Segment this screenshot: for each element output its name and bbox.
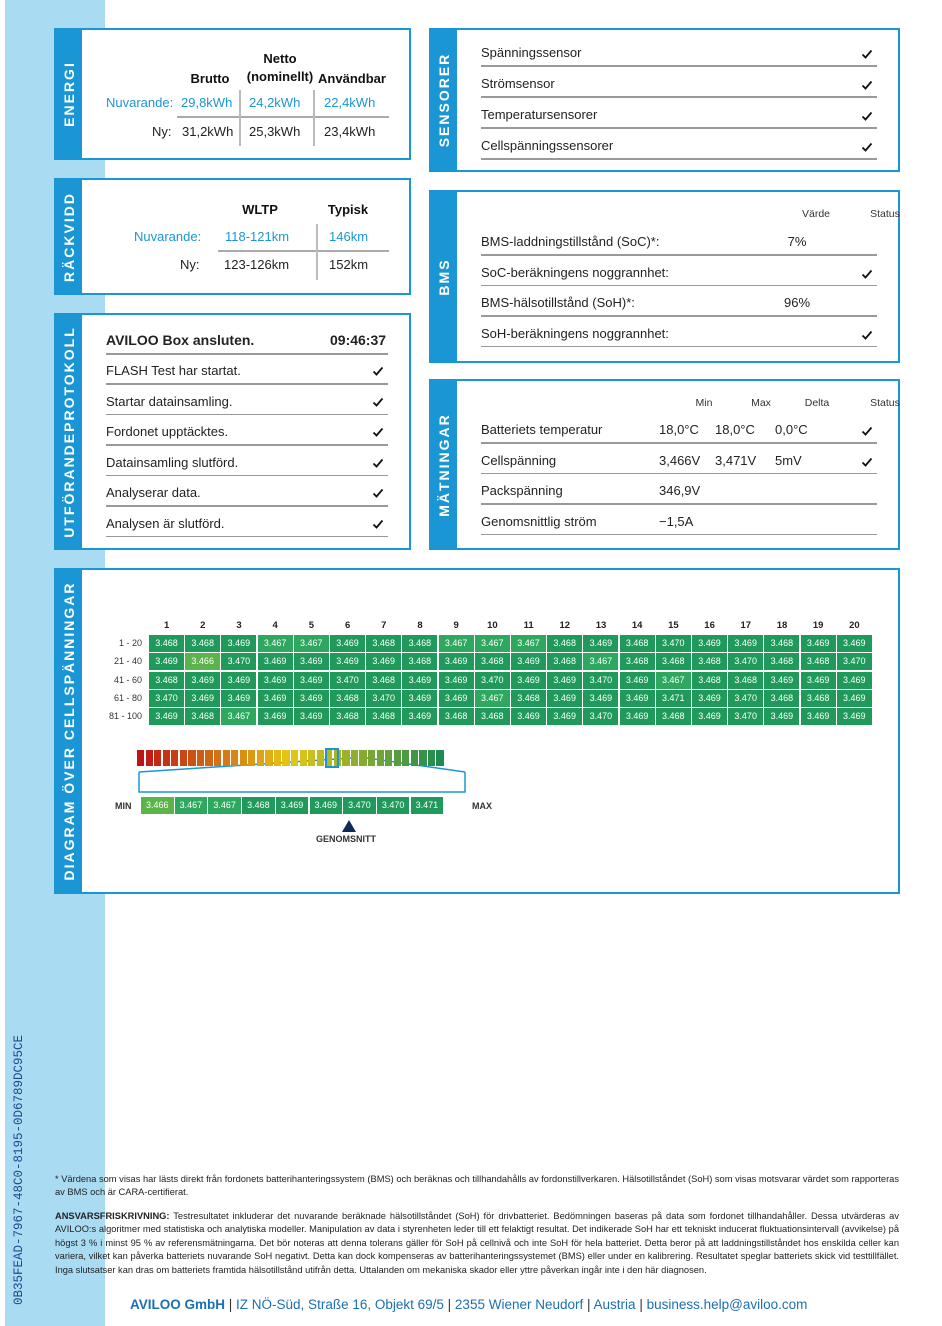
check-icon — [372, 365, 384, 377]
voltage-cell: 3.469 — [149, 708, 184, 725]
voltage-cell: 3.469 — [692, 635, 727, 652]
divider — [106, 536, 388, 538]
check-icon — [861, 141, 873, 153]
voltage-cell: 3.469 — [294, 708, 329, 725]
scale-swatch — [274, 750, 281, 766]
sensor-item: Strömsensor — [481, 76, 555, 91]
scale-swatch — [223, 750, 230, 766]
footer-company: AVILOO GmbH — [130, 1297, 226, 1312]
col-number: 15 — [668, 620, 679, 631]
voltage-cell: 3.468 — [511, 690, 546, 707]
voltage-cell: 3.469 — [837, 635, 872, 652]
check-icon — [861, 456, 873, 468]
col-number: 7 — [381, 620, 387, 631]
bms-card — [429, 190, 900, 363]
disclaimer-title: ANSVARSFRISKRIVNING: — [55, 1211, 170, 1221]
voltage-cell: 3.469 — [258, 690, 293, 707]
voltage-cell: 3.467 — [656, 672, 691, 689]
voltage-cell: 3.468 — [402, 653, 437, 670]
voltage-cell: 3.470 — [728, 690, 763, 707]
voltage-cell: 3.468 — [620, 653, 655, 670]
col-typisk: Typisk — [327, 202, 369, 217]
protokoll-step: Fordonet upptäcktes. — [106, 424, 229, 439]
scale-swatch — [257, 750, 264, 766]
protokoll-step: Analysen är slutförd. — [106, 515, 225, 531]
scale-swatch — [265, 750, 272, 766]
protokoll-time: 09:46:37 — [330, 332, 387, 348]
voltage-cell: 3.470 — [221, 653, 256, 670]
voltage-cell: 3.470 — [583, 672, 618, 689]
energi-new-label: Ny: — [152, 124, 172, 139]
scale-cell: 3.467 — [175, 797, 208, 814]
energi-card — [54, 28, 411, 160]
scale-swatch — [359, 750, 366, 766]
voltage-cell: 3.468 — [801, 653, 836, 670]
voltage-cell: 3.469 — [764, 672, 799, 689]
scale-swatch — [368, 750, 375, 766]
energi-cur-label: Nuvarande: — [106, 95, 174, 110]
scale-swatch — [180, 750, 187, 766]
voltage-cell: 3.469 — [692, 690, 727, 707]
scale-connector — [82, 570, 902, 890]
scale-cell: 3.467 — [208, 797, 241, 814]
voltage-cell: 3.467 — [258, 635, 293, 652]
voltage-cell: 3.469 — [294, 653, 329, 670]
col-brutto: Brutto — [190, 71, 230, 86]
matningar-title: MÄTNINGAR — [436, 412, 452, 517]
bms-row-label: BMS-laddningstillstånd (SoC)*: — [481, 234, 660, 249]
voltage-cell: 3.469 — [511, 708, 546, 725]
col-number: 10 — [487, 620, 498, 631]
voltage-cell: 3.468 — [692, 672, 727, 689]
voltage-cell: 3.468 — [185, 708, 220, 725]
row-label: 1 - 20 — [118, 638, 142, 648]
matningar-tab — [431, 381, 457, 548]
footer-email[interactable]: business.help@aviloo.com — [646, 1297, 808, 1312]
divider — [481, 534, 877, 536]
mat-row-min: −1,5A — [659, 513, 694, 529]
voltage-cell: 3.470 — [149, 690, 184, 707]
voltage-cell: 3.468 — [475, 708, 510, 725]
check-icon — [861, 329, 873, 341]
scale-swatch — [342, 750, 349, 766]
sensor-item: Spänningssensor — [481, 45, 582, 60]
voltage-cell: 3.469 — [330, 653, 365, 670]
scale-swatch — [402, 750, 409, 766]
voltage-cell: 3.469 — [547, 672, 582, 689]
voltage-cell: 3.468 — [692, 653, 727, 670]
divider — [481, 65, 877, 67]
voltage-cell: 3.469 — [366, 653, 401, 670]
voltage-cell: 3.469 — [583, 635, 618, 652]
voltage-cell: 3.468 — [547, 635, 582, 652]
voltage-cell: 3.469 — [439, 653, 474, 670]
check-icon — [861, 110, 873, 122]
avg-marker-icon — [342, 820, 356, 832]
voltage-cell: 3.469 — [692, 708, 727, 725]
scale-swatch — [137, 750, 144, 766]
voltage-cell: 3.468 — [764, 653, 799, 670]
rackvidd-new-label: Ny: — [180, 257, 200, 272]
rackvidd-card — [54, 178, 411, 295]
mat-row-min: 3,466V — [659, 452, 701, 468]
voltage-cell: 3.469 — [439, 690, 474, 707]
scale-swatch — [428, 750, 435, 766]
rackvidd-cur-label: Nuvarande: — [134, 229, 202, 244]
voltage-cell: 3.468 — [620, 635, 655, 652]
voltage-cell: 3.467 — [294, 635, 329, 652]
check-icon — [372, 457, 384, 469]
max-label: MAX — [472, 801, 492, 811]
voltage-cell: 3.469 — [728, 635, 763, 652]
bms-title: BMS — [436, 257, 452, 296]
energi-cur-brutto: 29,8kWh — [181, 95, 233, 110]
voltage-cell: 3.467 — [583, 653, 618, 670]
divider — [481, 315, 877, 317]
scale-cell: 3.468 — [242, 797, 275, 814]
protokoll-step: Analyserar data. — [106, 485, 201, 500]
voltage-cell: 3.468 — [149, 635, 184, 652]
protokoll-title: UTFÖRANDEPROTOKOLL — [61, 325, 77, 538]
voltage-cell: 3.469 — [620, 672, 655, 689]
col-number: 16 — [704, 620, 715, 631]
divider — [481, 285, 877, 287]
bms-row-label: SoC-beräkningens noggrannhet: — [481, 264, 669, 280]
voltage-cell: 3.469 — [511, 653, 546, 670]
voltage-cell: 3.468 — [547, 653, 582, 670]
mat-row-min: 346,9V — [659, 483, 701, 498]
col-number: 4 — [272, 620, 278, 631]
voltage-cell: 3.467 — [511, 635, 546, 652]
rackvidd-tab — [56, 180, 82, 293]
col-number: 11 — [523, 620, 534, 631]
scale-cell: 3.469 — [310, 797, 343, 814]
voltage-cell: 3.469 — [511, 672, 546, 689]
voltage-cell: 3.470 — [656, 635, 691, 652]
voltage-cell: 3.468 — [402, 635, 437, 652]
divider — [106, 414, 388, 416]
voltage-cell: 3.469 — [221, 635, 256, 652]
bms-col-value: Värde — [801, 208, 831, 220]
voltage-cell: 3.471 — [656, 690, 691, 707]
energi-cur-netto: 24,2kWh — [249, 95, 301, 110]
voltage-cell: 3.469 — [221, 690, 256, 707]
voltage-cell: 3.470 — [330, 672, 365, 689]
divider — [481, 158, 877, 160]
energi-new-netto: 25,3kWh — [249, 124, 301, 139]
mat-row-label: Cellspänning — [481, 452, 557, 468]
scale-swatch — [291, 750, 298, 766]
divider — [481, 473, 877, 475]
voltage-cell: 3.468 — [801, 690, 836, 707]
voltage-cell: 3.469 — [185, 672, 220, 689]
energi-new-brutto: 31,2kWh — [182, 124, 234, 139]
voltage-cell: 3.469 — [258, 672, 293, 689]
voltage-cell: 3.468 — [439, 708, 474, 725]
divider — [106, 383, 388, 385]
voltage-cell: 3.470 — [583, 708, 618, 725]
scale-swatch — [377, 750, 384, 766]
mat-row-label: Batteriets temperatur — [481, 422, 603, 437]
voltage-cell: 3.469 — [837, 672, 872, 689]
voltage-cell: 3.469 — [547, 690, 582, 707]
voltage-cell: 3.467 — [221, 708, 256, 725]
footer-street: IZ NÖ-Süd, Straße 16, Objekt 69/5 — [236, 1297, 444, 1312]
divider — [106, 505, 388, 507]
voltage-cell: 3.470 — [475, 672, 510, 689]
scale-swatch — [163, 750, 170, 766]
mat-row-max: 3,471V — [715, 452, 757, 468]
col-number: 18 — [776, 620, 788, 631]
scale-swatch — [282, 750, 289, 766]
scale-swatch — [154, 750, 161, 766]
col-number: 14 — [631, 620, 643, 631]
voltage-cell: 3.469 — [547, 708, 582, 725]
check-icon — [861, 425, 873, 437]
col-anvandbar: Användbar — [318, 71, 386, 86]
col-number: 13 — [595, 620, 607, 631]
voltage-cell: 3.469 — [258, 708, 293, 725]
divider — [481, 254, 877, 256]
rackvidd-cur-typisk: 146km — [329, 229, 369, 244]
voltage-cell: 3.468 — [330, 708, 365, 725]
diagram-card — [54, 568, 900, 894]
voltage-cell: 3.468 — [185, 635, 220, 652]
divider — [481, 442, 877, 444]
mat-row-label: Packspänning — [481, 483, 563, 498]
mat-col-min: Min — [695, 397, 713, 409]
protokoll-tab — [56, 315, 82, 548]
voltage-cell: 3.469 — [258, 653, 293, 670]
voltage-cell: 3.469 — [294, 690, 329, 707]
voltage-cell: 3.468 — [366, 708, 401, 725]
scale-swatch — [214, 750, 221, 766]
voltage-cell: 3.468 — [764, 690, 799, 707]
footer-country: Austria — [593, 1297, 636, 1312]
scale-swatch — [411, 750, 418, 766]
voltage-cell: 3.469 — [149, 653, 184, 670]
divider — [106, 475, 388, 477]
voltage-cell: 3.468 — [330, 690, 365, 707]
footnote-star: * Värdena som visas har lästs direkt från fordonets batterihanteringssystem (BMS) och beräknas och tillhandahålls av fordonstillverkaren. Hälsotillståndet (SoH) som visas motsvarar värdet som rapporteras av BMS och är CARA-certifierat. — [55, 1174, 899, 1198]
divider — [106, 444, 388, 446]
row-label: 21 - 40 — [113, 656, 142, 667]
voltage-cell: 3.469 — [837, 708, 872, 725]
diagram-tab — [56, 570, 82, 892]
col-number: 12 — [559, 620, 571, 631]
protokoll-step: Datainsamling slutförd. — [106, 454, 239, 470]
voltage-cell: 3.467 — [475, 690, 510, 707]
scale-swatch — [197, 750, 204, 766]
rackvidd-cur-wltp: 118-121km — [225, 229, 290, 244]
scale-swatch — [248, 750, 255, 766]
voltage-cell: 3.468 — [764, 635, 799, 652]
voltage-cell: 3.469 — [402, 690, 437, 707]
voltage-cell: 3.469 — [185, 690, 220, 707]
check-icon — [861, 48, 873, 60]
avg-label: GENOMSNITT — [316, 834, 376, 844]
voltage-cell: 3.468 — [149, 672, 184, 689]
voltage-cell: 3.469 — [620, 690, 655, 707]
rackvidd-new-wltp: 123-126km — [224, 257, 290, 272]
col-number: 17 — [740, 620, 752, 631]
mat-row-max: 18,0°C — [715, 422, 755, 437]
matningar-card — [429, 379, 900, 550]
col-number: 1 — [163, 620, 170, 631]
row-label: 81 - 100 — [108, 711, 142, 722]
diagram-title: DIAGRAM ÖVER CELLSPÄNNINGAR — [61, 581, 77, 881]
voltage-cell: 3.469 — [221, 672, 256, 689]
check-icon — [861, 268, 873, 280]
energi-title: ENERGI — [61, 61, 77, 127]
scale-swatch — [394, 750, 401, 766]
row-label: 41 - 60 — [113, 674, 142, 685]
scale-cell: 3.470 — [343, 797, 376, 814]
voltage-cell: 3.469 — [837, 690, 872, 707]
col-number: 20 — [849, 620, 860, 631]
check-icon — [372, 396, 384, 408]
scale-swatch — [171, 750, 178, 766]
voltage-cell: 3.468 — [475, 653, 510, 670]
disclaimer-text: Testresultatet inkluderar det nuvarande beräknade hälsotillståndet (SoH) för drivbatteriet. Bedömningen baseras på data som fordonet tillhandahåller. Dessa utvärderas av AVILOO:s algoritmer med statistiska och analytiska modeller. Manipulation av data i styrenheten leder till ett felaktigt resultat. Det indikerade SoH har ett tekniskt inducerat fluktuationsintervall (avvikelse) på högst 3 % i minst 95 % av referensmätningarna. Det bör noteras att denna tolerans gäller för SoH på cellnivå och inte SoH för hela batteriet. Detta beror på att laddningstillståndet hos enskilda celler kan variera, vilket kan påverka batteriets nuvarande SoH negativt. Detta kan dock kompenseras av batterihanteringssystemet (BMS) eller under en kalibrering. Resultatet speglar batteriets skick vid testtillfället. Inga slutsatser kan dras om batteriets framtida hälsotillstånd utifrån detta. Uttalanden om mekaniska skador eller yttre påverkan ingår inte i den här diagnosen. — [55, 1211, 899, 1275]
scale-swatch — [436, 750, 443, 766]
color-scale-bar — [137, 750, 445, 766]
scale-swatch — [308, 750, 315, 766]
col-wltp: WLTP — [242, 202, 278, 217]
voltage-cell: 3.469 — [294, 672, 329, 689]
rackvidd-new-typisk: 152km — [329, 257, 369, 272]
voltage-cell: 3.468 — [366, 635, 401, 652]
sensorer-card — [429, 28, 900, 172]
voltage-cell: 3.469 — [583, 690, 618, 707]
mat-row-min: 18,0°C — [659, 422, 699, 437]
bms-row-label: SoH-beräkningens noggrannhet: — [481, 325, 669, 341]
min-label: MIN — [115, 801, 132, 811]
voltage-cell: 3.470 — [728, 653, 763, 670]
mat-row-delta: 5mV — [775, 452, 802, 468]
voltage-cell: 3.468 — [656, 708, 691, 725]
protokoll-card — [54, 313, 411, 550]
col-number: 2 — [200, 620, 206, 631]
voltage-cell: 3.469 — [402, 672, 437, 689]
scale-cell: 3.466 — [141, 797, 174, 814]
col-netto: Netto (nominellt) — [246, 51, 314, 84]
voltage-cell: 3.469 — [801, 635, 836, 652]
disclaimer — [55, 1210, 899, 1277]
divider — [481, 127, 877, 129]
scale-swatch — [205, 750, 212, 766]
divider — [481, 96, 877, 98]
voltage-cell: 3.468 — [728, 672, 763, 689]
voltage-cell: 3.467 — [439, 635, 474, 652]
voltage-cell: 3.469 — [801, 708, 836, 725]
voltage-cell: 3.469 — [402, 708, 437, 725]
scale-swatch — [188, 750, 195, 766]
mat-col-status: Status — [870, 397, 900, 409]
scale-swatch — [146, 750, 153, 766]
voltage-cell: 3.468 — [366, 672, 401, 689]
col-number: 5 — [308, 620, 315, 631]
col-number: 19 — [812, 620, 824, 631]
divider — [481, 503, 877, 505]
voltage-cell: 3.469 — [439, 672, 474, 689]
voltage-cell: 3.470 — [837, 653, 872, 670]
voltage-cell: 3.467 — [475, 635, 510, 652]
check-icon — [372, 426, 384, 438]
protokoll-step: FLASH Test har startat. — [106, 363, 241, 378]
col-number: 8 — [417, 620, 423, 631]
sensor-item: Temperatursensorer — [481, 107, 598, 122]
voltage-cell: 3.468 — [656, 653, 691, 670]
sensorer-title: SENSORER — [436, 52, 452, 148]
mat-col-max: Max — [751, 397, 771, 409]
footer-address: AVILOO GmbH | IZ NÖ-Süd, Straße 16, Objekt 69/5 | 2355 Wiener Neudorf | Austria | business.help@aviloo.com — [130, 1297, 808, 1312]
row-label: 61 - 80 — [113, 692, 142, 703]
scale-highlight — [325, 748, 339, 768]
check-icon — [372, 487, 384, 499]
voltage-cell: 3.469 — [330, 635, 365, 652]
scale-swatch — [231, 750, 238, 766]
mat-row-label: Genomsnittlig ström — [481, 513, 597, 529]
voltage-cell: 3.469 — [764, 708, 799, 725]
footer-city: 2355 Wiener Neudorf — [454, 1297, 584, 1312]
energi-new-anv: 23,4kWh — [324, 124, 376, 139]
mat-col-delta: Delta — [804, 397, 830, 409]
rackvidd-title: RÄCKVIDD — [61, 191, 77, 282]
sensor-item: Cellspänningssensorer — [481, 138, 614, 153]
bms-row-label: BMS-hälsotillstånd (SoH)*: — [481, 295, 635, 310]
col-number: 6 — [344, 620, 351, 631]
scale-swatch — [300, 750, 307, 766]
scale-cell: 3.469 — [276, 797, 309, 814]
bms-row-value: 7% — [787, 234, 807, 249]
scale-swatch — [351, 750, 358, 766]
scale-swatch — [240, 750, 247, 766]
voltage-cell: 3.469 — [620, 708, 655, 725]
col-number: 3 — [236, 620, 242, 631]
mat-row-delta: 0,0°C — [775, 422, 808, 437]
voltage-cell: 3.470 — [728, 708, 763, 725]
scale-swatch — [317, 750, 324, 766]
check-icon — [372, 518, 384, 530]
check-icon — [861, 79, 873, 91]
energi-cur-anv: 22,4kWh — [324, 95, 376, 110]
voltage-cell: 3.470 — [366, 690, 401, 707]
scale-swatch — [385, 750, 392, 766]
scale-swatch — [419, 750, 426, 766]
protokoll-header: AVILOO Box ansluten. — [106, 332, 255, 348]
energi-tab — [56, 30, 82, 158]
voltage-cell: 3.469 — [801, 672, 836, 689]
bms-row-value: 96% — [783, 295, 811, 310]
divider — [481, 346, 877, 348]
bms-tab — [431, 192, 457, 361]
scale-cell: 3.471 — [411, 797, 444, 814]
document-id: 0B35FEAD-7967-48C0-8195-0D6789DC95CE — [12, 1034, 26, 1305]
sensorer-tab — [431, 30, 457, 170]
voltage-cell: 3.466 — [185, 653, 220, 670]
scale-cell: 3.470 — [377, 797, 410, 814]
protokoll-step: Startar datainsamling. — [106, 393, 233, 409]
bms-col-status: Status — [870, 208, 900, 220]
col-number: 9 — [453, 620, 459, 631]
